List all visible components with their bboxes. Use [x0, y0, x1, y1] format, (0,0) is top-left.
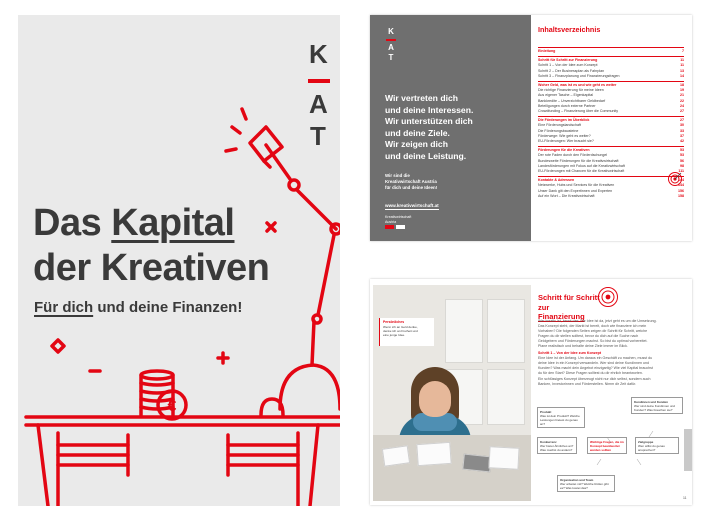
toc-entry-page: 27	[680, 118, 684, 123]
headline-line: Wir unterstützen dich	[385, 116, 473, 126]
body-line: Plane realistisch und behalte deine Ziele immer im Blick.	[538, 344, 628, 349]
headline-line: Wir zeigen dich	[385, 139, 448, 149]
cover-title-underlined: Kapital	[111, 202, 235, 244]
body-line: Ein schlüssiges Konzept überzeugt nicht nur dich selbst, sondern auch	[538, 376, 651, 381]
page-number: 11	[683, 496, 687, 500]
toc-entry-label: Auf ein Wort – Die Kreativwirtschaft	[538, 193, 595, 198]
toc-entry-label: Einleitung	[538, 49, 556, 53]
toc-left-small-text	[385, 173, 437, 191]
toc-entry-label: Der rote Faden durch den Förderdschungel	[538, 153, 608, 158]
body-line: deine Idee in ein Konzept verwandeln. Wer sind deine Kundinnen und	[538, 361, 650, 366]
person-face	[419, 381, 451, 417]
toc-entry-page: 22	[680, 98, 684, 103]
toc-entry-page: 11	[680, 63, 684, 68]
toc-entry-page: 30	[680, 123, 684, 128]
target-icon	[667, 171, 683, 187]
toc-item-row[interactable]	[538, 74, 684, 79]
inner-title	[538, 293, 600, 322]
paper-sheet	[462, 454, 492, 473]
toc-right-page	[531, 15, 692, 241]
toc-entry-page: 111	[678, 169, 684, 174]
step-heading: Schritt 1 – Von der Idee zum Konzept	[538, 351, 602, 356]
toc-entry-page: 19	[680, 88, 684, 93]
callout-text: Wer bietet Ähnliches an? Was machst du anders?	[540, 443, 574, 452]
small-line: für dich und deine Ideen!	[385, 185, 438, 190]
callout-box	[631, 397, 683, 414]
toc-entry-page: 24	[680, 103, 684, 108]
logo-mark-red	[385, 225, 394, 229]
toc-entry-label: Schritt 3 – Finanzplanung und Finanzierungsfragen	[538, 73, 620, 78]
quote-title: Persönliches	[383, 320, 405, 324]
quote-box	[379, 318, 434, 346]
callout-title: Konkurrenz	[540, 439, 557, 444]
body-line: Eine Idee ist der Anfang. Um daraus ein Geschäft zu machen, musst du	[538, 356, 653, 361]
toc-entry-page: 156	[678, 188, 684, 193]
paper-sheet	[416, 442, 451, 466]
brand-letter-a: A	[309, 89, 328, 119]
callout-text: Was ist dein Produkt? Welche Leistungen bietest du genau an?	[540, 413, 580, 426]
toc-left-page	[370, 15, 531, 241]
callout-title: Zielgruppe	[638, 439, 654, 444]
toc-item-row[interactable]	[538, 169, 684, 174]
cover-title-line2: der Kreativen	[33, 247, 270, 289]
kat-logo	[385, 27, 397, 63]
window	[445, 299, 483, 363]
body-line: du für den Start? Diese Fragen solltest du dir ehrlich beantworten.	[538, 371, 643, 376]
toc-section-row[interactable]	[538, 56, 684, 63]
toc-section-row[interactable]	[538, 146, 684, 153]
toc-spread	[370, 15, 692, 241]
body-text	[538, 319, 686, 387]
cover-subtitle-rest: und deine Finanzen!	[93, 299, 243, 316]
callout-text: Wer sind deine Kundinnen und Kunden? Was brauchen sie?	[634, 403, 675, 412]
toc-entry-label: Bankkredite – Unverzichtbarer Geldbedarf	[538, 98, 606, 103]
brand-dash	[308, 79, 330, 83]
quote-line: Wenn ich an Geld denke,	[383, 324, 418, 329]
callout-title: Produkt	[540, 409, 552, 414]
kat-k: K	[388, 27, 394, 36]
callout-text: Wen willst du genau ansprechen?	[638, 443, 665, 452]
toc-section-row[interactable]	[538, 81, 684, 88]
body-line: Kunden? Was macht dein Angebot einzigartig? Wie viel Kapital brauchst	[538, 366, 653, 371]
callout-title: Organisation und Team	[560, 477, 594, 482]
headline-line: und deine Ziele.	[385, 127, 450, 138]
toc-entry-label: Netzwerke, Hubs und Services für die Kreativen	[538, 183, 615, 188]
headline-line: und deine Interessen.	[385, 104, 474, 115]
brand-letter-t: T	[310, 121, 326, 151]
headline-line: und deine Leistung.	[385, 150, 467, 161]
toc-section-row[interactable]	[538, 116, 684, 123]
portrait-photo	[373, 285, 531, 501]
toc-entry-label: Unser Dank gilt den Expertinnen und Experten	[538, 188, 613, 193]
callout-title: Kundinnen und Kunden	[634, 399, 668, 404]
toc-entry-page: 27	[680, 109, 684, 114]
cover-subtitle	[34, 299, 242, 316]
callout-title: Wichtige Fragen, die im Konzept beantwortet werden sollten	[590, 439, 624, 452]
logo-line: Kreativwirtschaft	[385, 215, 412, 219]
toc-entry-page: 56	[680, 158, 684, 163]
inner-right-page	[531, 279, 692, 505]
side-tab	[684, 429, 692, 471]
toc-entry-label: Aus eigener Tasche – Eigenkapital	[538, 93, 594, 98]
toc-entry-label: Förderungen für die Kreativen	[538, 148, 590, 153]
toc-entry-page: 144	[678, 183, 684, 188]
toc-left-headline	[385, 93, 525, 162]
toc-item-row[interactable]	[538, 139, 684, 144]
toc-entry-page: 144	[678, 178, 684, 183]
cover-title-prefix: Das	[33, 202, 112, 244]
body-line: Wer kreativ ist, kennt das: Die Idee ist da, jetzt geht es um die Umsetzung.	[538, 319, 657, 323]
toc-entry-page: 53	[680, 153, 684, 158]
toc-section-row[interactable]	[538, 47, 684, 54]
toc-item-row[interactable]	[538, 109, 684, 114]
logo-mark-white	[396, 225, 405, 229]
inner-title-line1: Schritt für Schritt	[538, 293, 600, 302]
cover-title-line1	[33, 201, 333, 246]
body-line: Fragen du dir stellen solltest, bevor du dich auf die Suche nach	[538, 334, 639, 339]
partner-logos	[385, 215, 411, 230]
brand-letter-k: K	[309, 39, 328, 69]
toc-entry-page: 42	[680, 139, 684, 144]
toc-entry-page: 7	[682, 49, 684, 53]
toc-entry-label: Eine Förderungslandschaft	[538, 123, 581, 128]
toc-entry-label: Die Förderungen im Überblick	[538, 118, 590, 123]
toc-entry-page: 98	[680, 163, 684, 168]
toc-entry-label: Woher Geld, was ist es und wie geht es weiter	[538, 83, 617, 88]
toc-section-row[interactable]	[538, 176, 684, 183]
toc-entry-label: Die Förderungsbausteine	[538, 128, 579, 133]
toc-entry-page: 158	[678, 193, 684, 198]
callout-text: Wer arbeitet mit? Welche Rollen gibt es? Was kostet das?	[560, 481, 609, 490]
toc-entry-label: Landesförderungen mit Fokus auf die Kreativwirtschaft	[538, 163, 625, 168]
small-line: Wir sind die	[385, 173, 410, 178]
small-line: Kreativwirtschaft Austria	[385, 179, 437, 184]
toc-title: Inhaltsverzeichnis	[538, 25, 601, 34]
target-icon	[597, 286, 619, 308]
toc-entry-label: Crowdfunding – Finanzierung über die Community	[538, 109, 619, 114]
window	[487, 369, 525, 425]
toc-entry-page: 37	[680, 133, 684, 138]
quote-line: eine junge Idee.	[383, 332, 406, 337]
cover-title	[33, 201, 333, 291]
toc-entry-label: Schritt für Schritt zur Finanzierung	[538, 58, 598, 63]
headline-line: Wir vertreten dich	[385, 93, 458, 103]
toc-entry-page: 11	[680, 58, 684, 63]
toc-entry-page: 53	[680, 148, 684, 153]
connector-lines	[571, 425, 691, 485]
logo-line-2	[385, 220, 411, 230]
inner-title-prefix: zur	[538, 302, 550, 312]
toc-entry-page: 18	[680, 83, 684, 88]
toc-entry-label: EU-Förderungen mit Chancen für die Kreativwirtschaft	[538, 169, 625, 174]
toc-entry-label: Schritt 2 – Der Businessplan als Fahrplan	[538, 68, 605, 73]
toc-entry-label: Kontakte & Adressen	[538, 178, 575, 183]
toc-entry-page: 21	[680, 93, 684, 98]
toc-list	[538, 45, 684, 199]
window	[487, 299, 525, 363]
euro-coin-icon	[158, 391, 186, 419]
toc-entry-page: 14	[680, 73, 684, 78]
kat-t: T	[388, 52, 394, 62]
toc-entry-label: Beteiligungen durch externe Partner	[538, 103, 596, 108]
body-line: Vorhaben? Die folgenden Seiten zeigen dir Schritt für Schritt, welche	[538, 329, 648, 334]
toc-entry-label: Die richtige Finanzierung für meine Ideen	[538, 88, 604, 93]
body-line: Das Konzept steht, der Markt ist bereit, doch wie finanziere ich mein	[538, 324, 647, 329]
cover-subtitle-underlined: Für dich	[34, 299, 94, 316]
inner-spread	[370, 279, 692, 505]
toc-item-row[interactable]	[538, 194, 684, 199]
cover-page	[18, 15, 340, 506]
toc-entry-page: 33	[680, 128, 684, 133]
kat-dash	[386, 39, 396, 41]
toc-entry-page: 13	[680, 68, 684, 73]
toc-entry-label: Schritt 1 – Von der Idee zum Konzept	[538, 63, 598, 68]
toc-entry-label: Bundesweite Förderungen für die Kreativwirtschaft	[538, 158, 619, 163]
euro-symbol: €	[167, 398, 177, 415]
logo-line-text: Austria	[385, 220, 397, 224]
paper-sheet	[488, 446, 519, 470]
quote-line: denke ich an Freiheit und	[383, 328, 418, 333]
body-line: Geldgebern und Förderungen machst. So bist du optimal vorbereitet.	[538, 339, 648, 344]
kat-a: A	[388, 42, 394, 52]
inner-title-underlined: Finanzierung	[538, 312, 585, 321]
body-line: Banken, Investorinnen und Förderstellen. Nimm dir Zeit dafür.	[538, 381, 637, 386]
website-link[interactable]: www.kreativwirtschaft.at	[385, 203, 439, 208]
paper-sheet	[382, 445, 410, 466]
toc-entry-label: EU-Förderungen: Wer braucht sie?	[538, 139, 594, 144]
toc-entry-label: Förderwege: Wie geht es weiter?	[538, 133, 591, 138]
